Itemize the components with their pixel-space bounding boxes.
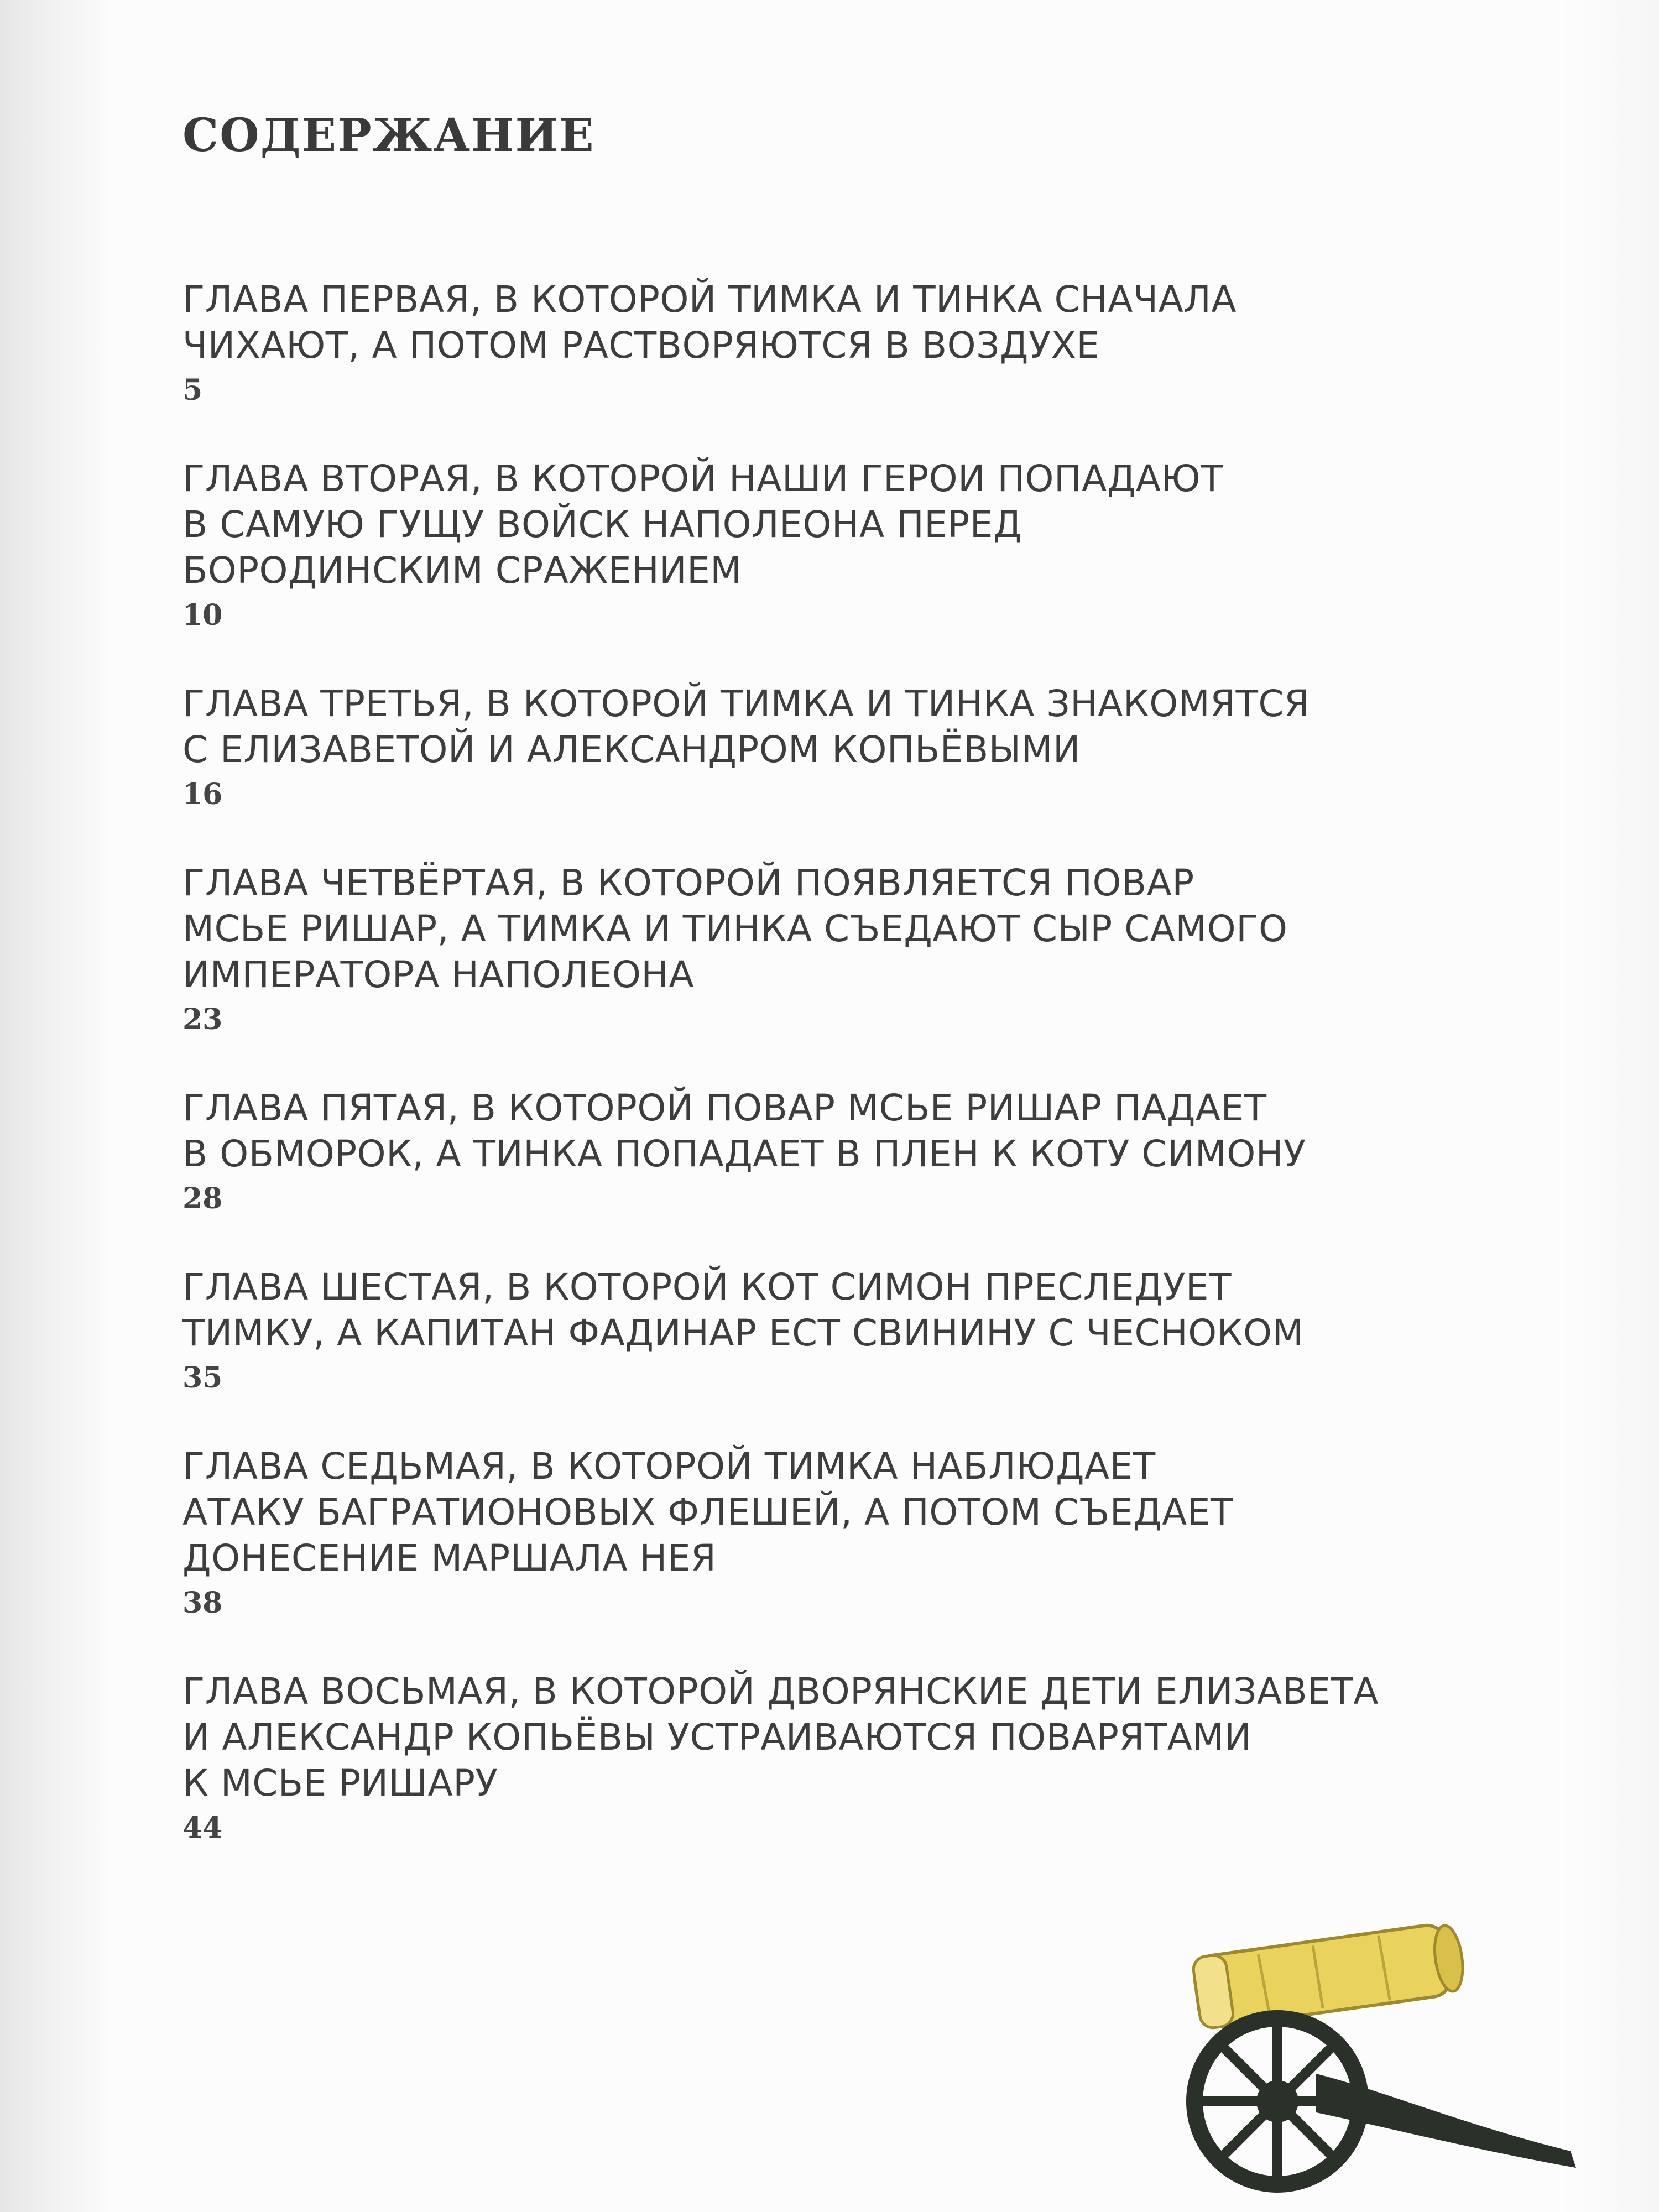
cannon-icon (1150, 1891, 1582, 2201)
toc-entry-title: ГЛАВА СЕДЬМАЯ, В КОТОРОЙ ТИМКА НАБЛЮДАЕТ АТАКУ БАГРАТИОНОВЫХ ФЛЕШЕЙ, А ПОТОМ СЪЕДАЕТ ДОНЕСЕНИЕ МАРШАЛА НЕЯ (182, 1445, 1233, 1579)
toc-entry-title: ГЛАВА ПЕРВАЯ, В КОТОРОЙ ТИМКА И ТИНКА СНАЧАЛА ЧИХАЮТ, А ПОТОМ РАСТВОРЯЮТСЯ В ВОЗДУХЕ (182, 278, 1237, 367)
toc-title: СОДЕРЖАНИЕ (182, 109, 595, 162)
toc-entry-page-number: 28 (182, 1182, 223, 1215)
toc-entry-page-number: 5 (182, 373, 203, 407)
toc-entry-page-number: 44 (182, 1811, 223, 1845)
toc-entry-2 (182, 456, 1537, 638)
toc-entry-title: ГЛАВА ПЯТАЯ, В КОТОРОЙ ПОВАР МСЬЕ РИШАР ПАДАЕТ В ОБМОРОК, А ТИНКА ПОПАДАЕТ В ПЛЕН К КОТУ СИМОНУ (182, 1087, 1306, 1175)
toc-entry-page-number: 10 (182, 598, 223, 632)
toc-entry-5 (182, 1085, 1537, 1221)
toc-entry-page-number: 16 (182, 778, 223, 811)
toc-entry-3 (182, 681, 1537, 817)
table-of-contents (182, 108, 1537, 1893)
toc-entry-4 (182, 860, 1537, 1042)
toc-entry-6 (182, 1264, 1537, 1400)
toc-entry-page-number: 38 (182, 1586, 223, 1620)
toc-entry-title: ГЛАВА ТРЕТЬЯ, В КОТОРОЙ ТИМКА И ТИНКА ЗНАКОМЯТСЯ С ЕЛИЗАВЕТОЙ И АЛЕКСАНДРОМ КОПЬЁВЫМИ (182, 682, 1310, 771)
toc-entry-page-number: 35 (182, 1361, 223, 1395)
page-edge (1559, 0, 1659, 2212)
toc-entry-title: ГЛАВА ЧЕТВЁРТАЯ, В КОТОРОЙ ПОЯВЛЯЕТСЯ ПОВАР МСЬЕ РИШАР, А ТИМКА И ТИНКА СЪЕДАЮТ СЫР САМОГО ИМПЕРАТОРА НАПОЛЕОНА (182, 862, 1288, 996)
toc-entry-title: ГЛАВА ШЕСТАЯ, В КОТОРОЙ КОТ СИМОН ПРЕСЛЕДУЕТ ТИМКУ, А КАПИТАН ФАДИНАР ЕСТ СВИНИНУ С ЧЕСНОКОМ (182, 1266, 1304, 1354)
toc-entry-1 (182, 276, 1537, 413)
toc-entry-title: ГЛАВА ВТОРАЯ, В КОТОРОЙ НАШИ ГЕРОИ ПОПАДАЮТ В САМУЮ ГУЩУ ВОЙСК НАПОЛЕОНА ПЕРЕД БОРОДИНСКИМ СРАЖЕНИЕМ (182, 457, 1224, 592)
cannon-barrel (1192, 1921, 1467, 2030)
toc-entry-page-number: 23 (182, 1003, 223, 1036)
cannon-wheel (1194, 2018, 1360, 2184)
page-gutter-shadow (0, 0, 111, 2212)
toc-entry-7 (182, 1443, 1537, 1625)
toc-entry-8 (182, 1668, 1537, 1850)
toc-entry-title: ГЛАВА ВОСЬМАЯ, В КОТОРОЙ ДВОРЯНСКИЕ ДЕТИ ЕЛИЗАВЕТА И АЛЕКСАНДР КОПЬЁВЫ УСТРАИВАЮТСЯ ПОВАРЯТАМИ К МСЬЕ РИШАРУ (182, 1670, 1379, 1804)
